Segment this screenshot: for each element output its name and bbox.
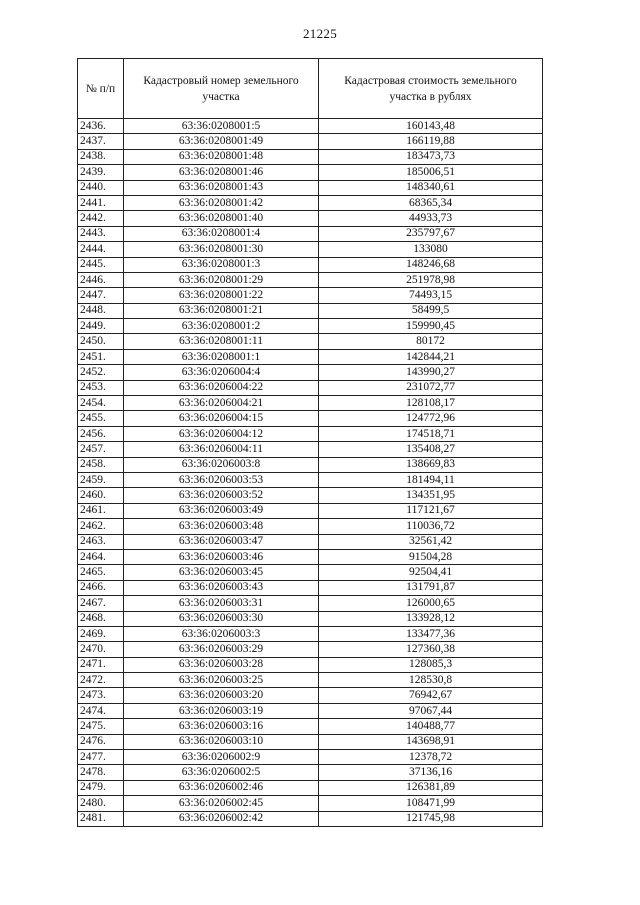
cadastral-value: 181494,11 — [319, 472, 543, 487]
row-number: 2450. — [78, 334, 124, 349]
row-number: 2440. — [78, 180, 124, 195]
cadastral-value: 134351,95 — [319, 488, 543, 503]
cadastral-value: 251978,98 — [319, 272, 543, 287]
cadastral-value: 126381,89 — [319, 780, 543, 795]
row-number: 2456. — [78, 426, 124, 441]
cadastral-value: 97067,44 — [319, 703, 543, 718]
cadastral-number: 63:36:0206004:22 — [124, 380, 319, 395]
cadastral-number: 63:36:0206003:53 — [124, 472, 319, 487]
row-number: 2480. — [78, 796, 124, 811]
cadastral-number: 63:36:0208001:11 — [124, 334, 319, 349]
cadastral-value: 92504,41 — [319, 565, 543, 580]
table-row — [78, 626, 543, 641]
cadastral-value: 183473,73 — [319, 149, 543, 164]
cadastral-number: 63:36:0208001:3 — [124, 257, 319, 272]
cadastral-number: 63:36:0206003:29 — [124, 642, 319, 657]
cadastral-value: 166119,88 — [319, 134, 543, 149]
table-row — [78, 765, 543, 780]
cadastral-value: 148246,68 — [319, 257, 543, 272]
cadastral-number: 63:36:0206003:45 — [124, 565, 319, 580]
table-header — [78, 59, 543, 119]
cadastral-value: 128108,17 — [319, 396, 543, 411]
row-number: 2444. — [78, 242, 124, 257]
table-row — [78, 549, 543, 564]
row-number: 2459. — [78, 472, 124, 487]
table-row — [78, 457, 543, 472]
cadastral-value: 44933,73 — [319, 211, 543, 226]
cadastral-number: 63:36:0206002:42 — [124, 811, 319, 826]
cadastral-number: 63:36:0208001:40 — [124, 211, 319, 226]
row-number: 2447. — [78, 288, 124, 303]
table-row — [78, 534, 543, 549]
row-number: 2463. — [78, 534, 124, 549]
cadastral-value: 143698,91 — [319, 734, 543, 749]
table-row — [78, 673, 543, 688]
cadastral-number: 63:36:0206003:16 — [124, 719, 319, 734]
cadastral-value: 140488,77 — [319, 719, 543, 734]
row-number: 2454. — [78, 396, 124, 411]
cadastral-number: 63:36:0208001:5 — [124, 119, 319, 134]
cadastral-value: 74493,15 — [319, 288, 543, 303]
table-row — [78, 734, 543, 749]
header-number: № п/п — [78, 59, 124, 119]
row-number: 2445. — [78, 257, 124, 272]
cadastral-number: 63:36:0206003:25 — [124, 673, 319, 688]
cadastral-number: 63:36:0206002:45 — [124, 796, 319, 811]
cadastral-value: 91504,28 — [319, 549, 543, 564]
cadastral-number: 63:36:0208001:1 — [124, 349, 319, 364]
table-row — [78, 796, 543, 811]
cadastral-number: 63:36:0206003:52 — [124, 488, 319, 503]
row-number: 2460. — [78, 488, 124, 503]
table-row — [78, 365, 543, 380]
cadastral-value: 108471,99 — [319, 796, 543, 811]
table-row — [78, 657, 543, 672]
table-row — [78, 134, 543, 149]
cadastral-value: 12378,72 — [319, 750, 543, 765]
row-number: 2481. — [78, 811, 124, 826]
cadastral-value: 58499,5 — [319, 303, 543, 318]
table-row — [78, 472, 543, 487]
cadastral-number: 63:36:0206004:15 — [124, 411, 319, 426]
table-row — [78, 195, 543, 210]
cadastral-number: 63:36:0208001:22 — [124, 288, 319, 303]
cadastral-number: 63:36:0206003:47 — [124, 534, 319, 549]
cadastral-number: 63:36:0206003:20 — [124, 688, 319, 703]
row-number: 2448. — [78, 303, 124, 318]
row-number: 2441. — [78, 195, 124, 210]
table-row — [78, 519, 543, 534]
cadastral-number: 63:36:0206003:48 — [124, 519, 319, 534]
cadastral-number: 63:36:0206004:4 — [124, 365, 319, 380]
row-number: 2475. — [78, 719, 124, 734]
header-row — [78, 59, 543, 119]
row-number: 2439. — [78, 165, 124, 180]
row-number: 2466. — [78, 580, 124, 595]
cadastral-number: 63:36:0206003:8 — [124, 457, 319, 472]
cadastral-number: 63:36:0208001:2 — [124, 319, 319, 334]
cadastral-value: 174518,71 — [319, 426, 543, 441]
cadastral-value: 148340,61 — [319, 180, 543, 195]
cadastral-number: 63:36:0208001:42 — [124, 195, 319, 210]
row-number: 2471. — [78, 657, 124, 672]
cadastral-number: 63:36:0208001:46 — [124, 165, 319, 180]
cadastral-number: 63:36:0206003:49 — [124, 503, 319, 518]
row-number: 2457. — [78, 442, 124, 457]
table-row — [78, 211, 543, 226]
row-number: 2443. — [78, 226, 124, 241]
table-row — [78, 719, 543, 734]
row-number: 2473. — [78, 688, 124, 703]
cadastral-value: 80172 — [319, 334, 543, 349]
cadastral-number: 63:36:0208001:21 — [124, 303, 319, 318]
table-row — [78, 442, 543, 457]
table-row — [78, 257, 543, 272]
cadastral-number: 63:36:0208001:30 — [124, 242, 319, 257]
row-number: 2468. — [78, 611, 124, 626]
cadastral-value: 117121,67 — [319, 503, 543, 518]
cadastral-value: 185006,51 — [319, 165, 543, 180]
table-row — [78, 226, 543, 241]
row-number: 2449. — [78, 319, 124, 334]
table-row — [78, 565, 543, 580]
table-row — [78, 580, 543, 595]
row-number: 2470. — [78, 642, 124, 657]
row-number: 2464. — [78, 549, 124, 564]
row-number: 2458. — [78, 457, 124, 472]
cadastral-value: 142844,21 — [319, 349, 543, 364]
cadastral-value: 133928,12 — [319, 611, 543, 626]
cadastral-value: 76942,67 — [319, 688, 543, 703]
cadastral-number: 63:36:0206003:19 — [124, 703, 319, 718]
header-cadastral-number: Кадастровый номер земельного участка — [124, 59, 319, 119]
row-number: 2462. — [78, 519, 124, 534]
table-row — [78, 334, 543, 349]
table-row — [78, 288, 543, 303]
page-number: 21225 — [303, 26, 337, 41]
table-row — [78, 688, 543, 703]
table-row — [78, 780, 543, 795]
row-number: 2451. — [78, 349, 124, 364]
cadastral-number: 63:36:0208001:49 — [124, 134, 319, 149]
table-row — [78, 503, 543, 518]
cadastral-value: 135408,27 — [319, 442, 543, 457]
row-number: 2465. — [78, 565, 124, 580]
row-number: 2469. — [78, 626, 124, 641]
cadastral-number: 63:36:0208001:48 — [124, 149, 319, 164]
header-cadastral-value: Кадастровая стоимость земельного участка в рублях — [319, 59, 543, 119]
cadastral-value: 138669,83 — [319, 457, 543, 472]
table-row — [78, 411, 543, 426]
cadastral-value: 143990,27 — [319, 365, 543, 380]
cadastral-number: 63:36:0208001:29 — [124, 272, 319, 287]
cadastral-value: 127360,38 — [319, 642, 543, 657]
table-row — [78, 396, 543, 411]
row-number: 2437. — [78, 134, 124, 149]
row-number: 2442. — [78, 211, 124, 226]
row-number: 2438. — [78, 149, 124, 164]
table-row — [78, 242, 543, 257]
table-row — [78, 811, 543, 826]
cadastral-value: 110036,72 — [319, 519, 543, 534]
cadastral-value: 37136,16 — [319, 765, 543, 780]
cadastral-value: 128530,8 — [319, 673, 543, 688]
row-number: 2461. — [78, 503, 124, 518]
row-number: 2453. — [78, 380, 124, 395]
cadastral-number: 63:36:0206003:43 — [124, 580, 319, 595]
cadastral-value-table — [77, 58, 543, 827]
cadastral-value: 133080 — [319, 242, 543, 257]
row-number: 2478. — [78, 765, 124, 780]
table-row — [78, 303, 543, 318]
table-row — [78, 611, 543, 626]
cadastral-number: 63:36:0206003:46 — [124, 549, 319, 564]
table-row — [78, 149, 543, 164]
cadastral-number: 63:36:0206002:5 — [124, 765, 319, 780]
table-row — [78, 319, 543, 334]
table-row — [78, 180, 543, 195]
table-row — [78, 380, 543, 395]
table-row — [78, 349, 543, 364]
cadastral-value: 159990,45 — [319, 319, 543, 334]
row-number: 2477. — [78, 750, 124, 765]
cadastral-number: 63:36:0206003:3 — [124, 626, 319, 641]
cadastral-number: 63:36:0206002:9 — [124, 750, 319, 765]
row-number: 2467. — [78, 596, 124, 611]
table-row — [78, 119, 543, 134]
cadastral-value: 121745,98 — [319, 811, 543, 826]
row-number: 2472. — [78, 673, 124, 688]
cadastral-number: 63:36:0206003:31 — [124, 596, 319, 611]
cadastral-number: 63:36:0206003:30 — [124, 611, 319, 626]
cadastral-number: 63:36:0206002:46 — [124, 780, 319, 795]
cadastral-value: 128085,3 — [319, 657, 543, 672]
cadastral-value: 160143,48 — [319, 119, 543, 134]
table-row — [78, 596, 543, 611]
row-number: 2476. — [78, 734, 124, 749]
cadastral-value: 126000,65 — [319, 596, 543, 611]
row-number: 2446. — [78, 272, 124, 287]
cadastral-value: 131791,87 — [319, 580, 543, 595]
cadastral-number: 63:36:0206004:21 — [124, 396, 319, 411]
cadastral-value: 235797,67 — [319, 226, 543, 241]
table-row — [78, 488, 543, 503]
cadastral-value: 133477,36 — [319, 626, 543, 641]
table-body — [78, 119, 543, 827]
cadastral-number: 63:36:0208001:43 — [124, 180, 319, 195]
row-number: 2455. — [78, 411, 124, 426]
table-row — [78, 165, 543, 180]
cadastral-number: 63:36:0206003:28 — [124, 657, 319, 672]
cadastral-number: 63:36:0206004:12 — [124, 426, 319, 441]
table-row — [78, 703, 543, 718]
cadastral-value: 231072,77 — [319, 380, 543, 395]
cadastral-value: 32561,42 — [319, 534, 543, 549]
table-row — [78, 272, 543, 287]
cadastral-value: 68365,34 — [319, 195, 543, 210]
cadastral-value: 124772,96 — [319, 411, 543, 426]
table-row — [78, 750, 543, 765]
cadastral-number: 63:36:0206004:11 — [124, 442, 319, 457]
row-number: 2436. — [78, 119, 124, 134]
cadastral-number: 63:36:0208001:4 — [124, 226, 319, 241]
table-row — [78, 642, 543, 657]
cadastral-number: 63:36:0206003:10 — [124, 734, 319, 749]
row-number: 2474. — [78, 703, 124, 718]
row-number: 2452. — [78, 365, 124, 380]
table-row — [78, 426, 543, 441]
row-number: 2479. — [78, 780, 124, 795]
